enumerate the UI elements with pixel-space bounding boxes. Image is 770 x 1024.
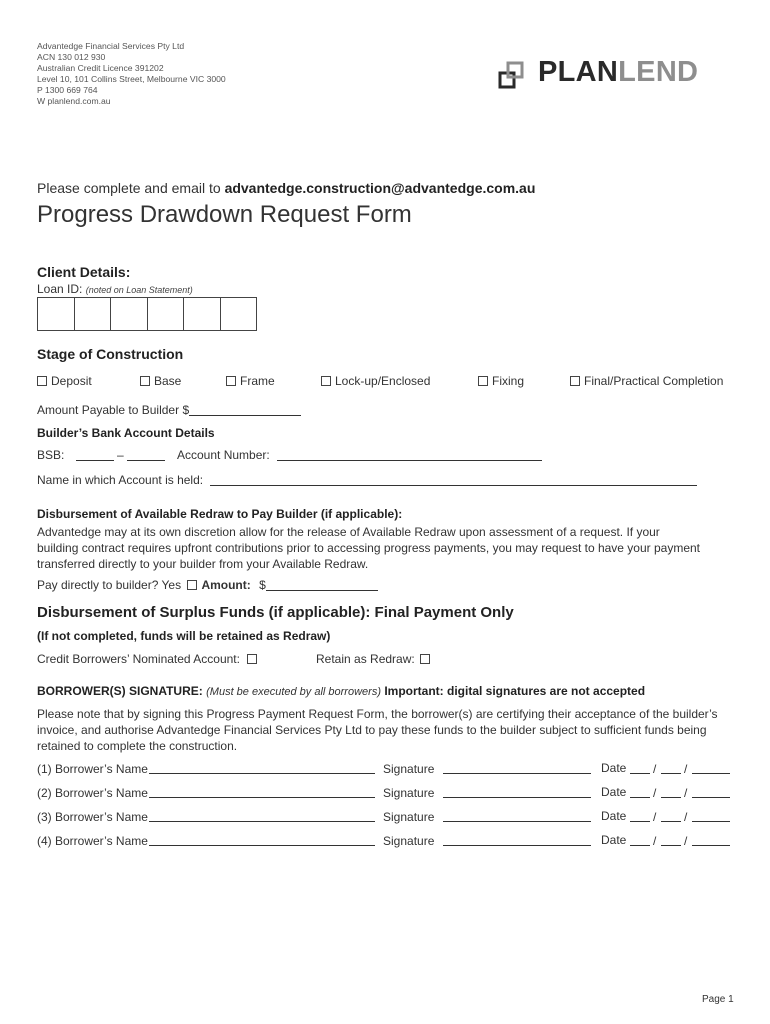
date-separator: / <box>684 762 688 776</box>
borrower-date-label: Date <box>601 785 627 799</box>
date-month-field[interactable] <box>661 845 681 846</box>
checkbox[interactable] <box>321 376 331 386</box>
date-separator: / <box>653 786 657 800</box>
stage-option-label: Frame <box>240 374 275 388</box>
checkbox[interactable] <box>140 376 150 386</box>
date-separator: / <box>684 834 688 848</box>
borrower-row-1 <box>37 762 737 780</box>
amount-payable-currency: $ <box>182 403 190 417</box>
stage-option-label: Deposit <box>51 374 92 388</box>
loan-id-cell[interactable] <box>111 298 148 330</box>
borrower-name-field[interactable] <box>149 797 375 798</box>
loan-id-cell[interactable] <box>75 298 112 330</box>
redraw-heading: Disbursement of Available Redraw to Pay Builder (if applicable): <box>37 507 403 521</box>
pay-builder-yes-checkbox[interactable] <box>187 580 197 590</box>
digital-signature-warning: Important: digital signatures are not accepted <box>384 684 646 698</box>
date-separator: / <box>684 810 688 824</box>
loan-id-input[interactable] <box>37 297 257 331</box>
signature-line: Please note that by signing this Progress Payment Request Form, the borrower(s) are certifying their acceptance of the builder’s <box>37 707 718 721</box>
page-number: Page 1 <box>702 994 734 1005</box>
stage-option-label: Fixing <box>492 374 525 388</box>
company-website: W planlend.com.au <box>37 96 111 106</box>
loan-id-note: (noted on Loan Statement) <box>85 285 193 295</box>
signature-heading: BORROWER(S) SIGNATURE: <box>37 684 203 698</box>
redraw-amount-field[interactable] <box>266 590 378 591</box>
borrower-signature-field[interactable] <box>443 773 591 774</box>
date-day-field[interactable] <box>630 797 650 798</box>
nominated-account-label: Credit Borrowers’ Nominated Account: <box>37 652 240 666</box>
date-separator: / <box>653 762 657 776</box>
loan-id-cell[interactable] <box>184 298 221 330</box>
retain-redraw-label: Retain as Redraw: <box>316 652 415 666</box>
client-details-heading: Client Details: <box>37 264 131 280</box>
date-year-field[interactable] <box>692 773 730 774</box>
borrower-name-label: (4) Borrower’s Name <box>37 834 148 848</box>
borrower-name-field[interactable] <box>149 845 375 846</box>
borrower-signature-label: Signature <box>383 834 435 848</box>
loan-id-cell[interactable] <box>148 298 185 330</box>
date-month-field[interactable] <box>661 797 681 798</box>
surplus-note: (If not completed, funds will be retained as Redraw) <box>37 629 331 643</box>
pay-builder-row <box>37 578 378 592</box>
bsb-label: BSB: <box>37 448 65 462</box>
amount-payable-field[interactable] <box>189 415 301 416</box>
date-separator: / <box>653 810 657 824</box>
date-day-field[interactable] <box>630 773 650 774</box>
account-number-label: Account Number: <box>177 448 270 462</box>
borrower-signature-label: Signature <box>383 810 435 824</box>
date-year-field[interactable] <box>692 845 730 846</box>
bsb-field-2[interactable] <box>127 460 165 461</box>
instructions-prefix: Please complete and email to <box>37 180 225 196</box>
stage-heading: Stage of Construction <box>37 346 184 362</box>
email-instructions <box>37 180 535 196</box>
checkbox[interactable] <box>478 376 488 386</box>
bsb-separator: – <box>117 448 124 462</box>
date-year-field[interactable] <box>692 821 730 822</box>
borrower-date-label: Date <box>601 809 627 823</box>
stage-option-label: Lock-up/Enclosed <box>335 374 431 388</box>
account-name-field[interactable] <box>210 485 697 486</box>
stage-option-final[interactable] <box>570 374 723 388</box>
amount-payable-row <box>37 403 301 417</box>
borrower-name-label: (3) Borrower’s Name <box>37 810 148 824</box>
borrower-name-field[interactable] <box>149 821 375 822</box>
logo-text-lend: LEND <box>618 56 699 88</box>
date-separator: / <box>653 834 657 848</box>
account-name-row <box>37 473 697 487</box>
checkbox[interactable] <box>570 376 580 386</box>
date-month-field[interactable] <box>661 773 681 774</box>
borrower-signature-label: Signature <box>383 762 435 776</box>
logo-mark-icon <box>498 59 534 91</box>
bsb-field-1[interactable] <box>76 460 114 461</box>
company-acn: ACN 130 012 930 <box>37 52 106 62</box>
checkbox[interactable] <box>37 376 47 386</box>
company-details <box>37 41 226 107</box>
borrower-name-field[interactable] <box>149 773 375 774</box>
retain-redraw-checkbox[interactable] <box>420 654 430 664</box>
borrower-date-label: Date <box>601 761 627 775</box>
redraw-amount-currency: $ <box>259 578 266 592</box>
date-month-field[interactable] <box>661 821 681 822</box>
loan-id-cell[interactable] <box>38 298 75 330</box>
surplus-heading: Disbursement of Surplus Funds (if applicable): Final Payment Only <box>37 604 514 621</box>
company-licence: Australian Credit Licence 391202 <box>37 63 164 73</box>
signature-heading-row <box>37 684 645 698</box>
planlend-logo <box>498 58 734 92</box>
company-phone: P 1300 669 764 <box>37 85 98 95</box>
stage-option-label: Base <box>154 374 182 388</box>
borrower-signature-field[interactable] <box>443 797 591 798</box>
borrower-signature-field[interactable] <box>443 845 591 846</box>
loan-id-label: Loan ID: <box>37 282 83 296</box>
borrower-signature-label: Signature <box>383 786 435 800</box>
nominated-account-row <box>37 652 261 666</box>
redraw-line: Advantedge may at its own discretion allow for the release of Available Redraw upon assessment of a request. If your <box>37 525 660 539</box>
stage-option-lockup[interactable] <box>321 374 430 388</box>
date-year-field[interactable] <box>692 797 730 798</box>
company-address: Level 10, 101 Collins Street, Melbourne VIC 3000 <box>37 74 226 84</box>
redraw-line: building contract requires upfront contributions prior to accessing progress payments, you may request to have your payment <box>37 541 701 555</box>
bsb-row <box>37 448 165 462</box>
pay-builder-label: Pay directly to builder? Yes <box>37 578 182 592</box>
stage-option-frame[interactable] <box>226 374 275 388</box>
borrower-signature-field[interactable] <box>443 821 591 822</box>
signature-description <box>37 706 737 754</box>
checkbox[interactable] <box>226 376 236 386</box>
account-number-field[interactable] <box>277 460 542 461</box>
stage-option-base[interactable] <box>140 374 181 388</box>
date-day-field[interactable] <box>630 821 650 822</box>
borrower-row-4 <box>37 834 737 852</box>
borrower-name-label: (2) Borrower’s Name <box>37 786 148 800</box>
signature-line: invoice, and authorise Advantedge Financial Services Pty Ltd to pay these funds to the builder subject to sufficient funds being <box>37 723 707 737</box>
date-separator: / <box>684 786 688 800</box>
date-day-field[interactable] <box>630 845 650 846</box>
nominated-account-checkbox[interactable] <box>247 654 257 664</box>
loan-id-label-row <box>37 282 193 296</box>
redraw-description <box>37 524 737 572</box>
page-title: Progress Drawdown Request Form <box>37 201 412 228</box>
loan-id-cell[interactable] <box>221 298 257 330</box>
logo-text-plan: PLAN <box>538 56 619 88</box>
amount-payable-label: Amount Payable to Builder <box>37 403 180 417</box>
stage-option-label: Final/Practical Completion <box>584 374 724 388</box>
retain-redraw-row <box>316 652 434 666</box>
stage-option-deposit[interactable] <box>37 374 92 388</box>
submission-email[interactable]: advantedge.construction@advantedge.com.au <box>224 180 536 196</box>
company-name: Advantedge Financial Services Pty Ltd <box>37 41 185 51</box>
account-number-row <box>177 448 542 462</box>
redraw-line: transferred directly to your builder from your Available Redraw. <box>37 557 369 571</box>
signature-line: retained to complete the construction. <box>37 739 238 753</box>
stage-option-fixing[interactable] <box>478 374 524 388</box>
borrower-row-2 <box>37 786 737 804</box>
signature-heading-note: (Must be executed by all borrowers) <box>206 686 381 698</box>
bank-details-heading: Builder’s Bank Account Details <box>37 426 215 440</box>
borrower-name-label: (1) Borrower’s Name <box>37 762 148 776</box>
borrower-date-label: Date <box>601 833 627 847</box>
borrower-row-3 <box>37 810 737 828</box>
redraw-amount-label: Amount: <box>201 578 251 592</box>
account-name-label: Name in which Account is held: <box>37 473 204 487</box>
